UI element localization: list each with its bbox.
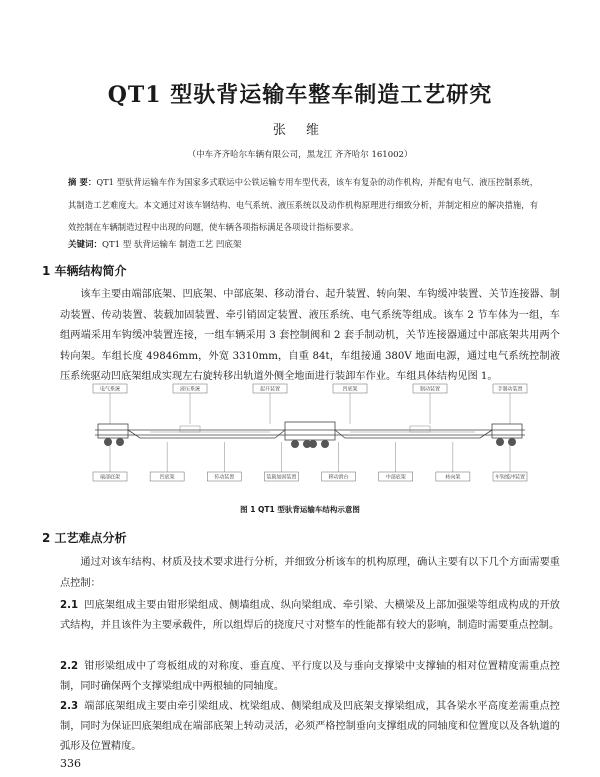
figure-bottom-labels xyxy=(93,472,527,481)
author-name: 张 维 xyxy=(272,123,328,138)
section-2-intro: 通过对该车结构、材质及技术要求进行分析，并细致分析该车的机构原理，确认主要有以下几个方面需要重点控制： xyxy=(60,557,560,589)
page-number: 336 xyxy=(60,757,81,770)
figure-top-labels xyxy=(93,384,527,393)
figure-label: 装载加固装置 xyxy=(266,474,297,481)
figure-label: 起升装置 xyxy=(259,386,281,393)
section-2-heading: 2 工艺难点分析 xyxy=(42,531,127,545)
author-affiliation: （中车齐齐哈尔车辆有限公司，黑龙江 齐齐哈尔 161002） xyxy=(187,150,413,160)
list-item: 2.1 凹底架组成主要由钳形梁组成、侧墙组成、纵向梁组成、牵引梁、大横梁及上部加强梁等组成构成的开放式结构，并且该件为主要承载件，所以组焊后的挠度尺寸对整车的性能都有较大的影响，制造时需要重点控制。 xyxy=(60,600,560,631)
list-item: 2.2 钳形梁组成中了弯板组成的对称度、垂直度、平行度以及与垂向支撑梁中支撑轴的相对位置精度需重点控制，同时确保两个支撑梁组成中两根轴的同轴度。 xyxy=(60,661,560,692)
keywords-label: 关键词： xyxy=(68,240,103,250)
section-1-heading: 1 车辆结构简介 xyxy=(42,264,127,278)
list-item: 2.3 端部底架组成主要由牵引梁组成、枕梁组成、侧梁组成及凹底架支撑梁组成，其各梁水平高度差需重点控制，同时为保证凹底架组成在端部底架上转动灵活，必须严格控制垂向支撑组成的同轴度和位置度以及各轨道的弧形及位置精度。 xyxy=(60,701,560,752)
abstract-label: 摘 要： xyxy=(68,177,97,187)
figure-label: 凹底架 xyxy=(342,386,358,393)
figure-label: 端部底架 xyxy=(99,474,121,481)
figure-label: 制动装置 xyxy=(419,386,441,393)
figure-1-diagram xyxy=(90,380,530,490)
section-1-paragraph: 该车主要由端部底架、凹底架、中部底架、移动滑台、起升装置、转向架、车钩缓冲装置、关节连接器、制动装置、传动装置、装载加固装置、牵引销固定装置、液压系统、电气系统等组成。该车 2 节车体为一组，车组两端采用车钩缓冲装置连接，一组车辆采用 3 套控制阀和 2 套手制动机，关节连接器通过中部底架共用两个转向架。车组长度 49846mm，外宽 3310mm，自重 84t，车组接通 380V 地面电源，通过电气系统控制液压系统驱动凹底架组成实现左右旋转移出轨道外侧全地面进行装卸车作业。车组具体结构见图 1。 xyxy=(60,289,560,382)
internal-members xyxy=(150,426,475,432)
keywords xyxy=(68,238,538,252)
railcar-outline xyxy=(95,422,525,440)
figure-label: 车钩缓冲装置 xyxy=(494,474,526,481)
figure-caption: 图 1 QT1 型驮背运输车结构示意图 xyxy=(240,505,360,514)
figure-label: 电气系统 xyxy=(99,386,121,393)
abstract-text: QT1 型驮背运输车作为国家多式联运中公铁运输专用车型代表，该车有复杂的动作机构，并配有电气、液压控制系统，其制造工艺难度大。本文通过对该车钢结构、电气系统、液压系统以及动作机构原理进行细致分析，并制定相应的解决措施，有效控制在车辆制造过程中出现的问题，使车辆各项指标满足各项设计指标要求。 xyxy=(68,177,538,232)
figure-label: 移动滑台 xyxy=(328,474,349,481)
keywords-text: QT1 型 驮背运输车 制造工艺 凹底架 xyxy=(102,240,242,250)
figure-label: 液压系统 xyxy=(179,386,201,393)
figure-label: 传动装置 xyxy=(214,474,235,481)
paper-title: QT1 型驮背运输车整车制造工艺研究 xyxy=(107,82,493,108)
bogie-wheels xyxy=(104,438,516,448)
abstract xyxy=(68,171,538,239)
figure-label: 转向架 xyxy=(445,474,461,481)
figure-label: 中部底架 xyxy=(385,474,406,481)
figure-label: 凹底架 xyxy=(159,474,175,481)
figure-label: 手制动装置 xyxy=(497,386,523,393)
